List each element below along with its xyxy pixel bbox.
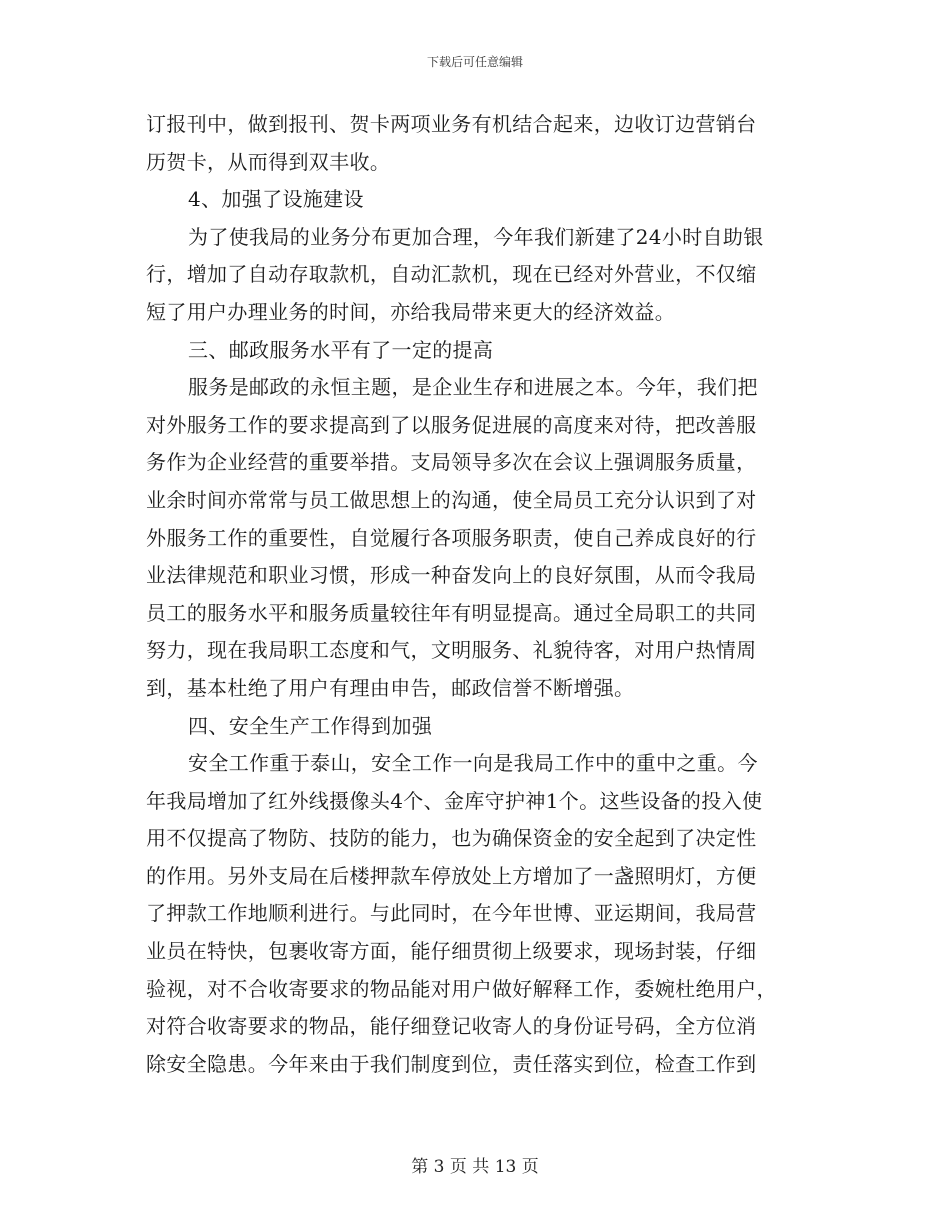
text-line: 为了使我局的业务分布更加合理，今年我们新建了24小时自助银 [188, 224, 764, 249]
text-line: 对外服务工作的要求提高到了以服务促进展的高度来对待，把改善服 [146, 412, 757, 437]
text-line: 历贺卡，从而得到双丰收。 [146, 149, 391, 174]
text-line: 的作用。另外支局在后楼押款车停放处上方增加了一盏照明灯，方便 [146, 863, 757, 888]
text-line: 业余时间亦常常与员工做思想上的沟通，使全局员工充分认识到了对 [146, 487, 757, 512]
text-line: 安全工作重于泰山，安全工作一向是我局工作中的重中之重。今 [188, 751, 758, 776]
text-line: 短了用户办理业务的时间，亦给我局带来更大的经济效益。 [146, 299, 676, 324]
text-line: 到，基本杜绝了用户有理由申告，邮政信誉不断增强。 [146, 675, 635, 700]
text-line: 员工的服务水平和服务质量较往年有明显提高。通过全局职工的共同 [146, 600, 757, 625]
text-line: 4、加强了设施建设 [188, 187, 364, 212]
document-body [146, 106, 806, 1083]
text-line: 四、安全生产工作得到加强 [188, 713, 433, 738]
text-line: 服务是邮政的永恒主题，是企业生存和进展之本。今年，我们把 [188, 375, 758, 400]
text-line: 业员在特快，包裹收寄方面，能仔细贯彻上级要求，现场封装，仔细 [146, 939, 757, 964]
page-header: 下载后可任意编辑 [426, 55, 523, 69]
text-line: 用不仅提高了物防、技防的能力，也为确保资金的安全起到了决定性 [146, 826, 757, 851]
text-line: 了押款工作地顺利进行。与此同时，在今年世博、亚运期间，我局营 [146, 901, 757, 926]
text-line: 年我局增加了红外线摄像头4个、金库守护神1个。这些设备的投入使 [146, 788, 763, 813]
text-line: 对符合收寄要求的物品，能仔细登记收寄人的身份证号码，全方位消 [146, 1014, 757, 1039]
text-line: 验视，对不合收寄要求的物品能对用户做好解释工作，委婉杜绝用户， [146, 976, 777, 1001]
text-line: 务作为企业经营的重要举措。支局领导多次在会议上强调服务质量， [146, 450, 757, 475]
text-line: 除安全隐患。今年来由于我们制度到位，责任落实到位，检查工作到 [146, 1051, 757, 1076]
text-line: 业法律规范和职业习惯，形成一种奋发向上的良好氛围，从而令我局 [146, 563, 757, 588]
text-line: 行，增加了自动存取款机，自动汇款机，现在已经对外营业，不仅缩 [146, 262, 757, 287]
text-line: 三、邮政服务水平有了一定的提高 [188, 337, 494, 362]
text-line: 外服务工作的重要性，自觉履行各项服务职责，使自己养成良好的行 [146, 525, 757, 550]
text-line: 订报刊中，做到报刊、贺卡两项业务有机结合起来，边收订边营销台 [146, 112, 757, 136]
text-line: 努力，现在我局职工态度和气，文明服务、礼貌待客，对用户热情周 [146, 638, 757, 663]
page-number: 第 3 页 共 13 页 [411, 1157, 539, 1177]
